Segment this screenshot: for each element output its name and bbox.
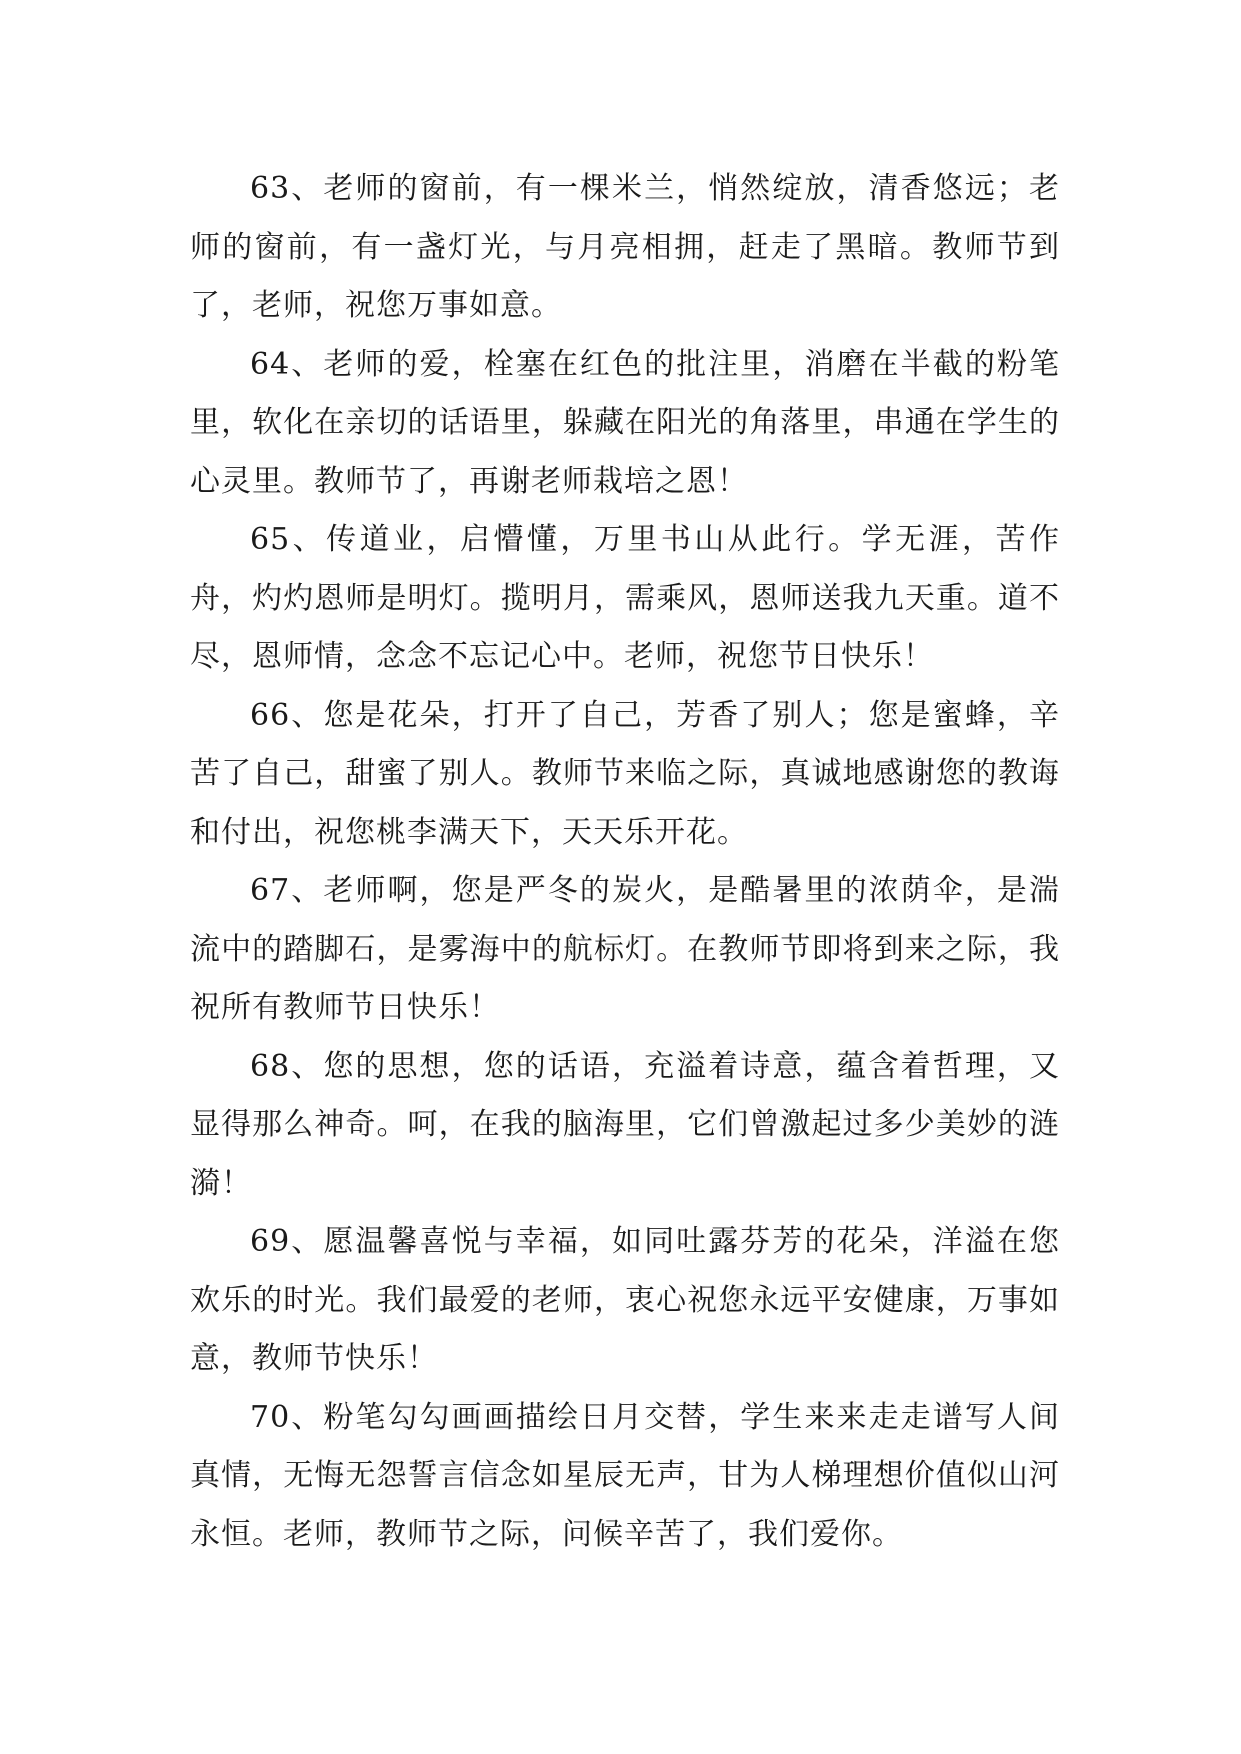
paragraph-63: 63、老师的窗前，有一棵米兰，悄然绽放，清香悠远；老师的窗前，有一盏灯光，与月亮相拥，赶走了黑暗。教师节到了，老师，祝您万事如意。 <box>190 171 1060 323</box>
paragraph-70: 70、粉笔勾勾画画描绘日月交替，学生来来走走谱写人间真情，无悔无怨誓言信念如星辰无声，甘为人梯理想价值似山河永恒。老师，教师节之际，问候辛苦了，我们爱你。 <box>190 1399 1060 1552</box>
paragraph-65: 65、传道业，启懵懂，万里书山从此行。学无涯，苦作舟，灼灼恩师是明灯。揽明月，需乘风，恩师送我九天重。道不尽，恩师情，念念不忘记心中。老师，祝您节日快乐！ <box>190 522 1060 674</box>
document-body <box>190 160 1060 1564</box>
paragraph-69: 69、愿温馨喜悦与幸福，如同吐露芬芳的花朵，洋溢在您欢乐的时光。我们最爱的老师，衷心祝您永远平安健康，万事如意，教师节快乐！ <box>190 1224 1060 1376</box>
paragraph-64: 64、老师的爱，栓塞在红色的批注里，消磨在半截的粉笔里，软化在亲切的话语里，躲藏在阳光的角落里，串通在学生的心灵里。教师节了，再谢老师栽培之恩！ <box>190 346 1060 499</box>
paragraph-68: 68、您的思想，您的话语，充溢着诗意，蕴含着哲理，又显得那么神奇。呵，在我的脑海里，它们曾激起过多少美妙的涟漪！ <box>190 1048 1060 1201</box>
paragraph-67: 67、老师啊，您是严冬的炭火，是酷暑里的浓荫伞，是湍流中的踏脚石，是雾海中的航标灯。在教师节即将到来之际，我祝所有教师节日快乐！ <box>190 873 1060 1025</box>
paragraph-66: 66、您是花朵，打开了自己，芳香了别人；您是蜜蜂，辛苦了自己，甜蜜了别人。教师节来临之际，真诚地感谢您的教诲和付出，祝您桃李满天下，天天乐开花。 <box>190 697 1060 850</box>
